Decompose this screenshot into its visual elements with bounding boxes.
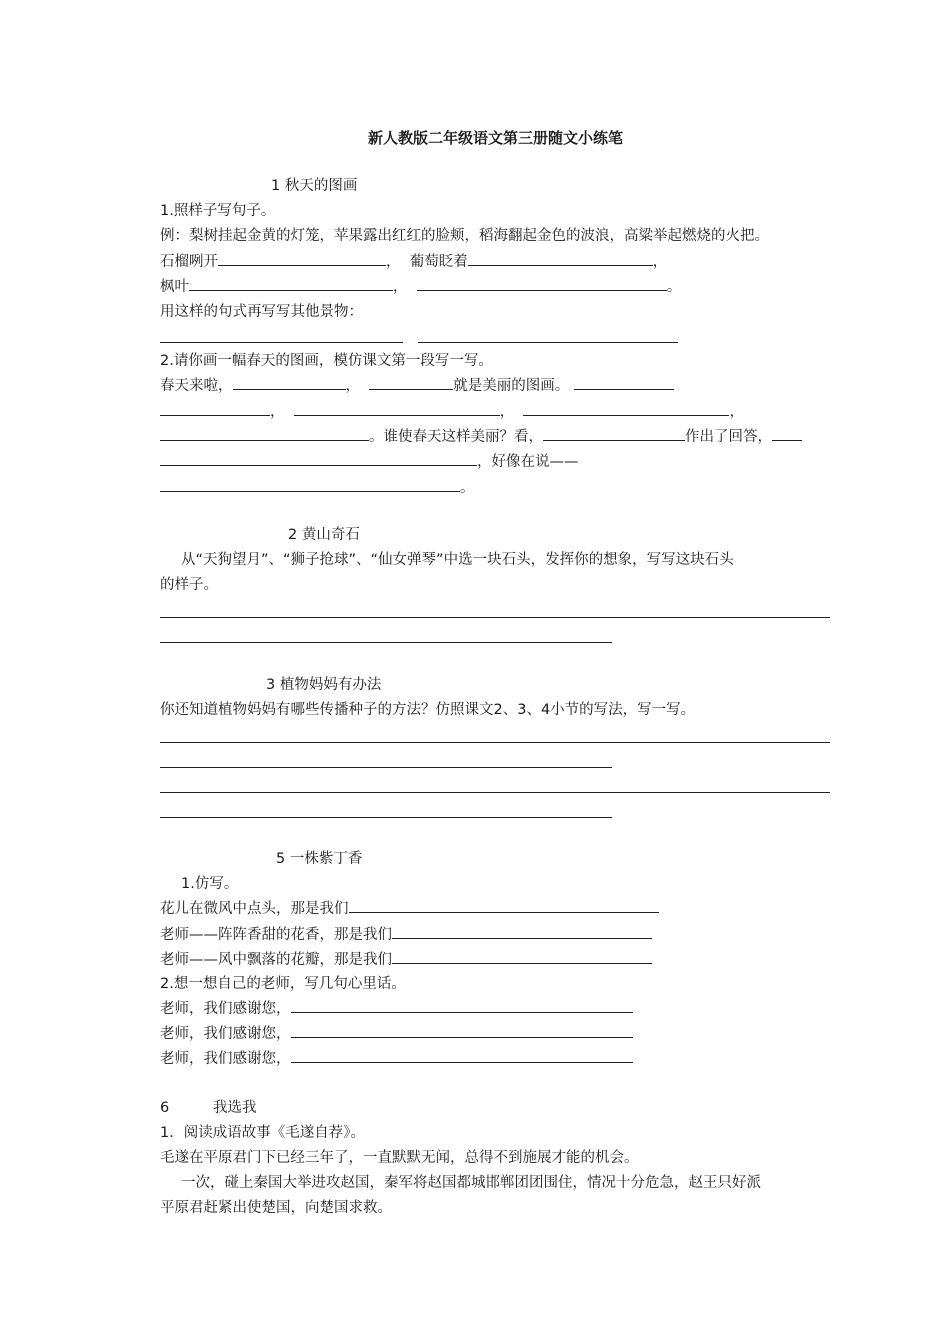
answer-blank[interactable] (160, 427, 369, 441)
answer-line[interactable] (160, 642, 612, 643)
answer-blank[interactable] (369, 376, 453, 390)
answer-line[interactable] (160, 617, 830, 618)
label-saying: ，好像在说—— (477, 454, 579, 470)
answer-blank[interactable] (417, 277, 667, 291)
prompt-plants: 你还知道植物妈妈有哪些传播种子的方法？仿照课文2、3、4小节的写法，写一写。 (160, 702, 696, 718)
section-heading-5: 5 一株紫丁香 (276, 851, 363, 867)
instruction-other-scenery: 用这样的句式再写写其他景物： (160, 304, 363, 320)
answer-blank[interactable] (291, 999, 633, 1013)
page-title: 新人教版二年级语文第三册随文小练笔 (368, 129, 624, 147)
answer-blank[interactable] (772, 427, 802, 441)
fill-line-spring (160, 376, 674, 396)
question-1-2: 2.请你画一幅春天的图画，模仿课文第一段写一写。 (160, 353, 493, 369)
label-pomegranate: 石榴咧开 (160, 254, 218, 270)
story-paragraph-2-cont: 平原君赶紧出使楚国，向楚国求救。 (160, 1200, 392, 1216)
answer-blank[interactable] (291, 1024, 633, 1038)
section-heading-6: 我选我 (213, 1100, 257, 1116)
answer-blank[interactable] (218, 252, 386, 266)
punct: ， (393, 279, 408, 295)
fill-line-thanks (160, 1024, 633, 1044)
answer-blank[interactable] (392, 950, 652, 964)
answer-blank[interactable] (392, 925, 652, 939)
question-5-1: 1.仿写。 (181, 876, 239, 892)
fill-line-spring-2 (160, 402, 744, 422)
answer-blank[interactable] (523, 402, 729, 416)
fill-line-pomegranate (160, 252, 667, 272)
label-fragrance: 老师——阵阵香甜的花香，那是我们 (160, 927, 392, 943)
punct: ， (499, 404, 515, 420)
fill-line-final (160, 478, 475, 498)
answer-line[interactable] (418, 342, 678, 343)
punct: ， (270, 404, 285, 420)
fill-line-saying (160, 452, 579, 472)
fill-line-thanks (160, 1049, 633, 1069)
answer-line[interactable] (160, 817, 612, 818)
fill-line-thanks (160, 999, 633, 1019)
label-thanks: 老师，我们感谢您， (160, 1001, 291, 1017)
fill-line-fragrance (160, 925, 652, 945)
punct: ， (345, 378, 360, 394)
label-who: 。谁使春天这样美丽？看， (369, 429, 543, 445)
section-heading-1: 1 秋天的图画 (271, 178, 358, 194)
punct: 。 (460, 480, 475, 496)
answer-blank[interactable] (291, 1049, 633, 1063)
story-paragraph-2: 一次，碰上秦国大举进攻赵国，秦军将赵国都城邯郸团团围住，情况十分危急，赵王只好派 (181, 1175, 761, 1191)
answer-blank[interactable] (189, 277, 393, 291)
question-5-2: 2.想一想自己的老师，写几句心里话。 (160, 976, 406, 992)
section-heading-2: 2 黄山奇石 (288, 527, 360, 543)
punct: ， (729, 404, 744, 420)
fill-line-maple (160, 277, 681, 297)
section-number-6: 6 (160, 1100, 170, 1116)
fill-line-petals (160, 950, 652, 970)
answer-blank[interactable] (233, 376, 346, 390)
punct: ， (652, 254, 668, 270)
answer-blank[interactable] (160, 452, 477, 466)
label-spring: 春天来啦， (160, 378, 233, 394)
answer-line[interactable] (160, 342, 403, 343)
punct: 。 (666, 279, 682, 295)
story-paragraph-1: 毛遂在平原君门下已经三年了，一直默默无闻，总得不到施展才能的机会。 (160, 1150, 639, 1166)
label-grapes: 葡萄眨着 (409, 254, 468, 270)
answer-line[interactable] (160, 742, 830, 743)
fill-line-who (160, 427, 802, 447)
label-beautiful: 就是美丽的图画。 (453, 378, 570, 394)
question-6-1: 1．阅读成语故事《毛遂自荐》。 (160, 1125, 365, 1141)
label-answer: 作出了回答， (685, 429, 772, 445)
answer-line[interactable] (160, 792, 830, 793)
label-thanks: 老师，我们感谢您， (160, 1051, 291, 1067)
label-flowers: 花儿在微风中点头，那是我们 (160, 901, 349, 917)
answer-line[interactable] (160, 767, 612, 768)
answer-blank[interactable] (574, 376, 674, 390)
label-thanks: 老师，我们感谢您， (160, 1026, 291, 1042)
question-1-1: 1.照样子写句子。 (160, 203, 276, 219)
prompt-stone: 从“天狗望月”、“狮子抢球”、“仙女弹琴”中选一块石头，发挥你的想象，写写这块石头 (181, 552, 734, 568)
answer-blank[interactable] (543, 427, 685, 441)
label-maple: 枫叶 (160, 279, 189, 295)
example-sentence: 例：梨树挂起金黄的灯笼，苹果露出红红的脸颊，稻海翻起金色的波浪，高粱举起燃烧的火把。 (160, 228, 769, 244)
answer-blank[interactable] (468, 252, 653, 266)
answer-blank[interactable] (160, 478, 460, 492)
answer-blank[interactable] (294, 402, 500, 416)
answer-blank[interactable] (349, 899, 659, 913)
prompt-stone-cont: 的样子。 (160, 577, 218, 593)
answer-blank[interactable] (160, 402, 270, 416)
label-petals: 老师——风中飘落的花瓣，那是我们 (160, 952, 392, 968)
section-heading-3: 3 植物妈妈有办法 (266, 677, 382, 693)
fill-line-flowers (160, 899, 659, 919)
punct: ， (386, 254, 401, 270)
